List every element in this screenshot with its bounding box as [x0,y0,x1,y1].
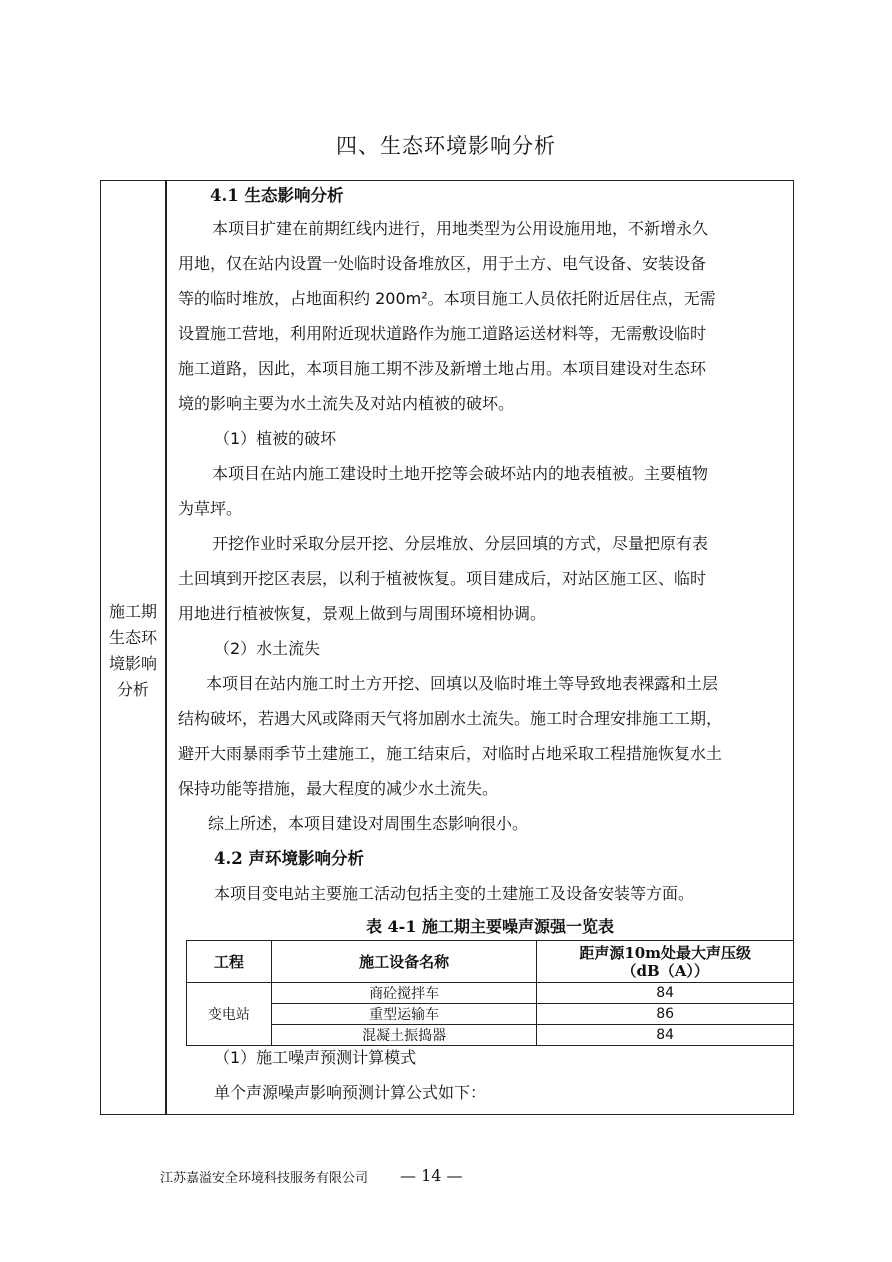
section-title: 四、生态环境影响分析 [336,134,556,158]
value-cell: 84 [537,983,794,1004]
paragraph-line: 综上所述，本项目建设对周围生态影响很小。 [208,814,529,833]
noise-source-table [186,940,794,1046]
group-cell: 变电站 [187,983,272,1046]
paragraph-line: 本项目在站内施工时土方开挖、回填以及临时堆土等导致地表裸露和土层 [206,674,719,693]
header-cell-project: 工程 [187,941,272,983]
paragraph-line: 设置施工营地，利用附近现状道路作为施工道路运送材料等，无需敷设临时 [178,324,707,343]
paragraph-line: 本项目在站内施工建设时土地开挖等会破坏站内的地表植被。主要植物 [212,464,709,483]
paragraph-line: 土回填到开挖区表层，以利于植被恢复。项目建成后，对站区施工区、临时 [178,569,707,588]
header-cell-equipment: 施工设备名称 [271,941,537,983]
value-cell: 86 [537,1004,794,1025]
subheading-vegetation: （1）植被的破坏 [214,429,337,448]
footer-company: 江苏嘉溢安全环境科技服务有限公司 [160,1171,369,1186]
paragraph-line: 等的临时堆放，占地面积约 200m²。本项目施工人员依托附近居住点，无需 [178,289,716,308]
page-number: — 14 — [400,1166,463,1185]
heading-4-2: 4.2 声环境影响分析 [214,849,364,868]
header-cell-sound-level-line2: （dB（A）） [621,961,709,980]
paragraph-line: 用地，仅在站内设置一处临时设备堆放区，用于土方、电气设备、安装设备 [178,254,707,273]
row-header-cell [101,181,167,1114]
paragraph-line: 为草坪。 [178,499,243,518]
paragraph-line: 避开大雨暴雨季节土建施工，施工结束后，对临时占地采取工程措施恢复水土 [178,744,723,763]
paragraph-line: 本项目变电站主要施工活动包括主变的土建施工及设备安装等方面。 [214,884,695,903]
row-header-line: 境影响 [108,654,157,673]
value-cell: 84 [537,1025,794,1046]
paragraph-line: 单个声源噪声影响预测计算公式如下： [214,1083,487,1102]
table-header-row [187,941,794,983]
equipment-cell: 商砼搅拌车 [271,983,537,1004]
paragraph-line: 保持功能等措施，最大程度的减少水土流失。 [178,779,499,798]
heading-4-1: 4.1 生态影响分析 [210,186,344,205]
table-row [187,983,794,1004]
equipment-cell: 重型运输车 [271,1004,537,1025]
paragraph-line: 开挖作业时采取分层开挖、分层堆放、分层回填的方式，尽量把原有表 [212,534,709,553]
paragraph-line: 用地进行植被恢复，景观上做到与周围环境相协调。 [178,604,547,623]
row-header-line: 施工期 [108,602,157,621]
paragraph-line: 本项目扩建在前期红线内进行，用地类型为公用设施用地，不新增永久 [212,219,709,238]
subheading-noise-model: （1）施工噪声预测计算模式 [214,1048,417,1067]
header-cell-sound-level [537,941,794,983]
paragraph-line: 境的影响主要为水土流失及对站内植被的破坏。 [178,394,515,413]
row-header-line: 分析 [116,680,149,699]
table-row [187,1004,794,1025]
row-header-line: 生态环 [108,628,157,647]
header-cell-sound-level-line1: 距声源10m处最大声压级 [579,943,752,962]
subheading-soil-erosion: （2）水土流失 [214,639,321,658]
table-caption: 表 4-1 施工期主要噪声源强一览表 [365,917,615,936]
paragraph-line: 施工道路，因此，本项目施工期不涉及新增土地占用。本项目建设对生态环 [178,359,707,378]
equipment-cell: 混凝土振捣器 [271,1025,537,1046]
paragraph-line: 结构破坏，若遇大风或降雨天气将加剧水土流失。施工时合理安排施工工期， [178,709,723,728]
row-header-label [101,599,165,703]
